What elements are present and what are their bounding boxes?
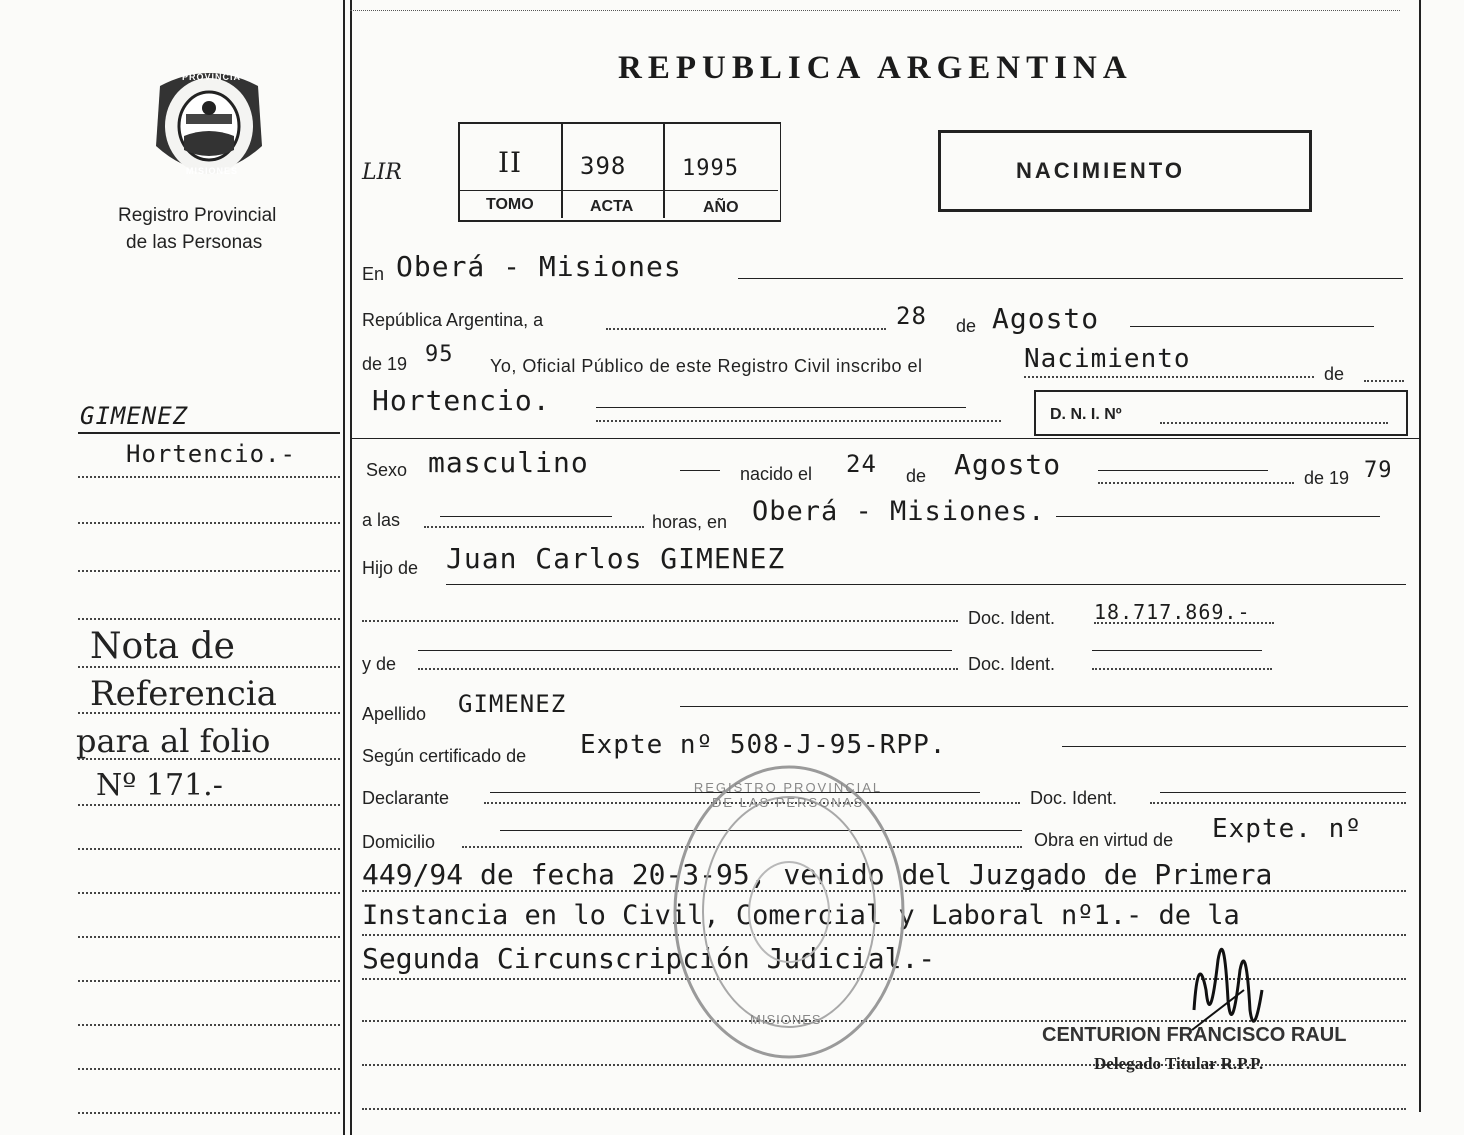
domicilio-label: Domicilio bbox=[362, 832, 436, 852]
margin-surname: GIMENEZ bbox=[80, 402, 189, 430]
margin-note-1: Nota de bbox=[90, 626, 235, 667]
day-value: 28 bbox=[896, 302, 927, 330]
seal-bottom-text: MISIONES bbox=[186, 166, 239, 176]
de2-label: de bbox=[1324, 364, 1345, 384]
segun-label: Según certificado de bbox=[362, 746, 527, 766]
acta-label: ACTA bbox=[590, 198, 634, 215]
doc2-label: Doc. Ident. bbox=[968, 654, 1056, 674]
province-seal bbox=[150, 66, 268, 186]
stamp-ring-text: REGISTRO PROVINCIAL DE LAS PERSONAS bbox=[693, 780, 883, 810]
yo-text: Yo, Oficial Público de este Registro Civil inscribo el bbox=[490, 356, 923, 376]
left-margin-border bbox=[343, 0, 345, 1135]
obra-label: Obra en virtud de bbox=[1034, 830, 1174, 850]
note-line-3: Segunda Circunscripción Judicial.- bbox=[362, 942, 936, 975]
republica-label: República Argentina, a bbox=[362, 310, 544, 330]
note-line-1: 449/94 de fecha 20-3-95, venido del Juzgado de Primera bbox=[362, 858, 1273, 891]
father-value: Juan Carlos GIMENEZ bbox=[446, 542, 786, 575]
signatory-title: Delegado Titular R.P.P. bbox=[1094, 1054, 1264, 1073]
margin-note-2: Referencia bbox=[90, 674, 277, 714]
sexo-label: Sexo bbox=[366, 460, 408, 480]
birth-place-value: Oberá - Misiones. bbox=[752, 496, 1046, 527]
official-stamp bbox=[670, 762, 908, 1062]
agency-name-line2: de las Personas bbox=[126, 232, 263, 253]
doc3-label: Doc. Ident. bbox=[1030, 788, 1118, 808]
tomo-value: II bbox=[498, 146, 523, 179]
ano-label: AÑO bbox=[703, 199, 739, 216]
margin-given-name: Hortencio.- bbox=[126, 440, 296, 468]
year-suffix: 95 bbox=[425, 342, 454, 367]
birth-month-value: Agosto bbox=[954, 448, 1062, 481]
margin-note-3: para al folio bbox=[76, 722, 271, 760]
hijo-label: Hijo de bbox=[362, 558, 419, 578]
dni-label: D. N. I. Nº bbox=[1050, 406, 1122, 423]
seal-top-text: PROVINCIA bbox=[182, 72, 242, 82]
acta-value: 398 bbox=[580, 152, 627, 180]
birth-year-value: 79 bbox=[1364, 458, 1393, 483]
birth-year-label: de 19 bbox=[1304, 468, 1350, 488]
top-rule bbox=[350, 10, 1400, 11]
doc1-label: Doc. Ident. bbox=[968, 608, 1056, 628]
agency-name-line1: Registro Provincial bbox=[118, 205, 277, 226]
yde-label: y de bbox=[362, 654, 397, 674]
nacido-label: nacido el bbox=[740, 464, 813, 484]
sexo-value: masculino bbox=[428, 446, 589, 479]
margin-note-4: Nº 171.- bbox=[96, 768, 223, 803]
place-value: Oberá - Misiones bbox=[396, 250, 682, 283]
signatory-name: CENTURION FRANCISCO RAUL bbox=[1042, 1024, 1347, 1046]
de3-label: de bbox=[906, 466, 927, 486]
inscribe-value: Nacimiento bbox=[1024, 344, 1191, 374]
apellido-value: GIMENEZ bbox=[458, 690, 567, 718]
tomo-label: TOMO bbox=[486, 196, 534, 213]
horas-label: horas, en bbox=[652, 512, 728, 532]
note-line-2: Instancia en lo Civil, Comercial y Laboral nº1.- de la bbox=[362, 900, 1240, 931]
certificado-value: Expte nº 508-J-95-RPP. bbox=[580, 730, 947, 760]
declarante-label: Declarante bbox=[362, 788, 450, 808]
year-prefix: de 19 bbox=[362, 354, 408, 374]
birth-day-value: 24 bbox=[846, 450, 877, 478]
alas-label: a las bbox=[362, 510, 401, 530]
right-border bbox=[1419, 0, 1421, 1112]
stamp-center-text: MISIONES bbox=[750, 1012, 822, 1027]
obra-value: Expte. nº bbox=[1212, 814, 1362, 844]
name-value: Hortencio. bbox=[372, 384, 551, 417]
doc1-value: 18.717.869.- bbox=[1094, 600, 1251, 624]
left-margin-border-2 bbox=[350, 0, 352, 1135]
record-prefix: LIR bbox=[362, 160, 402, 185]
de-label: de bbox=[956, 316, 977, 336]
month-value: Agosto bbox=[992, 302, 1100, 335]
en-label: En bbox=[362, 264, 385, 284]
ano-value: 1995 bbox=[682, 156, 739, 181]
country-title: REPUBLICA ARGENTINA bbox=[618, 50, 1133, 86]
record-type: NACIMIENTO bbox=[1016, 158, 1185, 183]
apellido-label: Apellido bbox=[362, 704, 427, 724]
